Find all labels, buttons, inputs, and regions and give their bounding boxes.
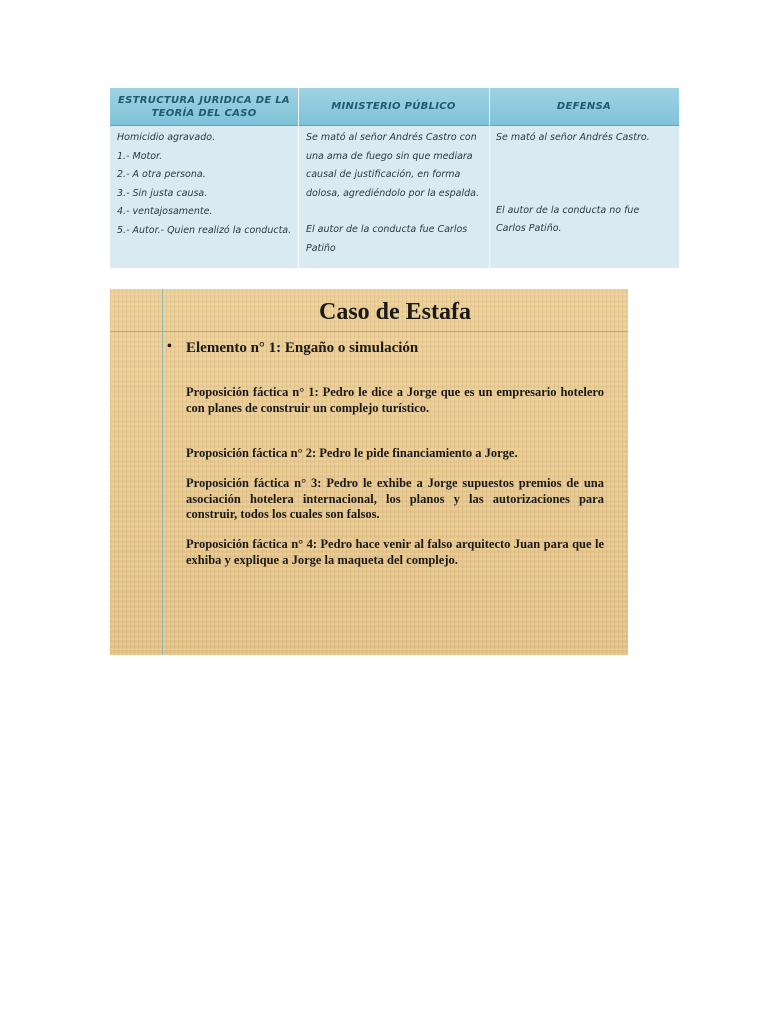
bullet-marker: • bbox=[167, 339, 172, 354]
column-defensa bbox=[496, 129, 672, 239]
slide-title: Caso de Estafa bbox=[318, 299, 471, 325]
table-cell: 5.- Autor.- Quien realizó la conducta. bbox=[117, 224, 292, 236]
proposition-4: Proposición fáctica n° 4: Pedro hace venir al falso arquitecto Juan para que le exhiba y explique a Jorge la maqueta del complejo. bbox=[186, 537, 604, 567]
header-estructura: ESTRUCTURA JURIDICA DE LA TEORÍA DEL CASO bbox=[118, 94, 290, 119]
element-heading: Elemento n° 1: Engaño o simulación bbox=[186, 340, 419, 356]
column-estructura bbox=[117, 129, 293, 240]
table-cell: Homicidio agravado. bbox=[117, 132, 216, 143]
column-divider bbox=[298, 88, 299, 268]
proposition-2: Proposición fáctica n° 2: Pedro le pide financiamiento a Jorge. bbox=[186, 446, 518, 460]
table-cell: 4.- ventajosamente. bbox=[117, 206, 213, 217]
header-defensa: DEFENSA bbox=[556, 101, 612, 112]
table-cell: 1.- Motor. bbox=[117, 150, 163, 162]
table-cell: Se mató al señor Andrés Castro con una ama de fuego sin que mediara causal de justificación, en forma dolosa, agrediéndolo por la espalda. bbox=[306, 132, 479, 199]
slide-guide-horizontal bbox=[110, 331, 628, 332]
column-divider bbox=[489, 88, 490, 268]
table-cell: Se mató al señor Andrés Castro. bbox=[496, 132, 650, 143]
table-cell: 2.- A otra persona. bbox=[117, 169, 206, 180]
proposition-3: Proposición fáctica n° 3: Pedro le exhibe a Jorge supuestos premios de una asociación hotelera internacional, los planos y las autorizaciones para construir, todos los cuales son falsos. bbox=[186, 476, 604, 521]
table-cell: 3.- Sin justa causa. bbox=[117, 187, 208, 199]
table-cell: El autor de la conducta fue Carlos Patiño bbox=[306, 224, 468, 254]
slide-guide-vertical bbox=[162, 289, 163, 655]
header-ministerio: MINISTERIO PÚBLICO bbox=[331, 101, 456, 112]
table-cell: El autor de la conducta no fue Carlos Patiño. bbox=[496, 204, 640, 234]
proposition-1: Proposición fáctica n° 1: Pedro le dice a Jorge que es un empresario hotelero con planes de construir un complejo turístico. bbox=[186, 385, 604, 415]
table-header-row bbox=[110, 88, 679, 126]
column-ministerio bbox=[306, 129, 482, 258]
theory-table-slide bbox=[110, 88, 679, 268]
caso-estafa-slide bbox=[110, 289, 628, 655]
